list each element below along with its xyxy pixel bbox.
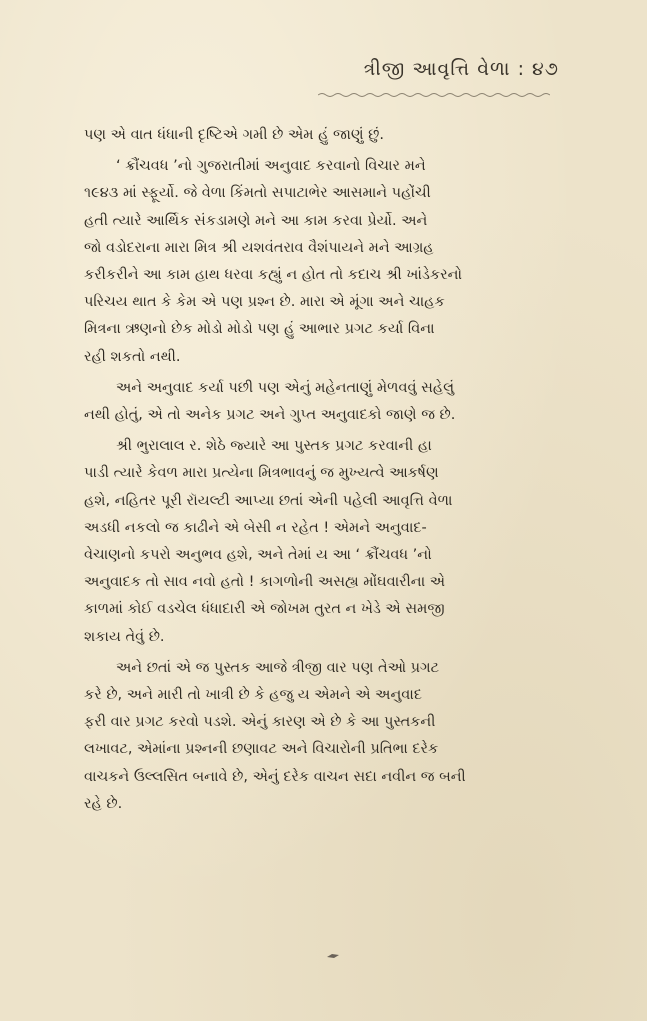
paragraph [84,375,572,429]
text-line: ફરી વાર પ્રગટ કરવો પડશે. એનું કારણ એ છે કે આ પુસ્તકની [84,714,436,731]
text-line: પરિચય થાત કે કેમ એ પણ પ્રશ્ન છે. મારા એ મૂંગા અને ચાહક [84,294,445,311]
header-ornamental-rule [318,92,550,98]
text-line: લખાવટ, એમાંના પ્રશ્નની છણાવટ અને વિચારોની પ્રતિભા દરેક [84,741,439,758]
text-line: વાચકને ઉલ્લસિત બનાવે છે, એનું દરેક વાચન સદા નવીન જ બની [84,768,466,785]
running-head: ત્રીજી આવૃત્તિ વેળા : ૪૭ [363,58,559,80]
text-line: જો વડોદરાના મારા મિત્ર શ્રી યશવંતરાવ વૈશંપાયને મને આગ્રહ [84,239,434,256]
text-line: રહી શકતો નથી. [84,348,181,365]
text-line: શ્રી ભુરાલાલ ર. શેઠે જ્યારે આ પુસ્તક પ્રગટ કરવાની હા [116,438,432,455]
text-line: કરીકરીને આ કામ હાથ ધરવા કહ્યું ન હોત તો કદાચ શ્રી ખાંડેકરનો [84,267,463,284]
text-line: અનુવાદક તો સાવ નવો હતો ! કાગળોની અસહ્ય મોંઘવારીના એ [84,574,446,591]
text-line: કાળમાં કોઈ વડચેલ ધંધાદારી એ જોખમ તુરત ન ખેડે એ સમજી [84,601,445,618]
text-line: ૧૯૪૩ માં સ્ફૂર્યો. જે વેળા કિંમતો સપાટાભેર આસમાને પહોંચી [84,185,431,202]
paragraph [84,433,572,651]
text-line: પાડી ત્યારે કેવળ મારા પ્રત્યેના મિત્રભાવનું જ મુખ્યત્વે આકર્ષણ [84,465,439,482]
paragraph [84,122,572,149]
text-line: અને અનુવાદ કર્યા પછી પણ એનું મહેનતાણું મેળવવું સહેલું [116,379,455,396]
body-text [84,122,572,818]
text-line: શકાય તેવું છે. [84,628,165,645]
text-line: હતી ત્યારે આર્થિક સંકડામણે મને આ કામ કરવા પ્રેર્યો. અને [84,212,428,229]
end-ornament [326,952,340,959]
paragraph [84,153,572,371]
text-line: કરે છે, અને મારી તો ખાત્રી છે કે હજુ ય એમને એ અનુવાદ [84,687,422,704]
paragraph [84,655,572,818]
text-line: ‘ ક્રૌંચવધ ’નો ગુજરાતીમાં અનુવાદ કરવાનો વિચાર મને [116,158,426,175]
text-line: મિત્રના ઋણનો છેક મોડો મોડો પણ હું આભાર પ્રગટ કર્યા વિના [84,321,435,338]
text-line: રહે છે. [84,795,123,812]
text-line: વેચાણનો કપરો અનુભવ હશે, અને તેમાં ય આ ‘ ક્રૌંચવધ ’નો [84,547,432,564]
text-line: અને છતાં એ જ પુસ્તક આજે ત્રીજી વાર પણ તેઓ પ્રગટ [116,659,440,676]
text-line: પણ એ વાત ધંધાની દૃષ્ટિએ ગમી છે એમ હું જાણું છું. [84,127,384,143]
text-line: અડધી નકલો જ કાઢીને એ બેસી ન રહેત ! એમને અનુવાદ- [84,519,427,536]
text-line: હશે, નહિતર પૂરી રૉયલ્ટી આપ્યા છતાં એની પહેલી આવૃત્તિ વેળા [84,492,453,509]
text-line: નથી હોતું, એ તો અનેક પ્રગટ અને ગુપ્ત અનુવાદકો જાણે જ છે. [84,407,456,424]
